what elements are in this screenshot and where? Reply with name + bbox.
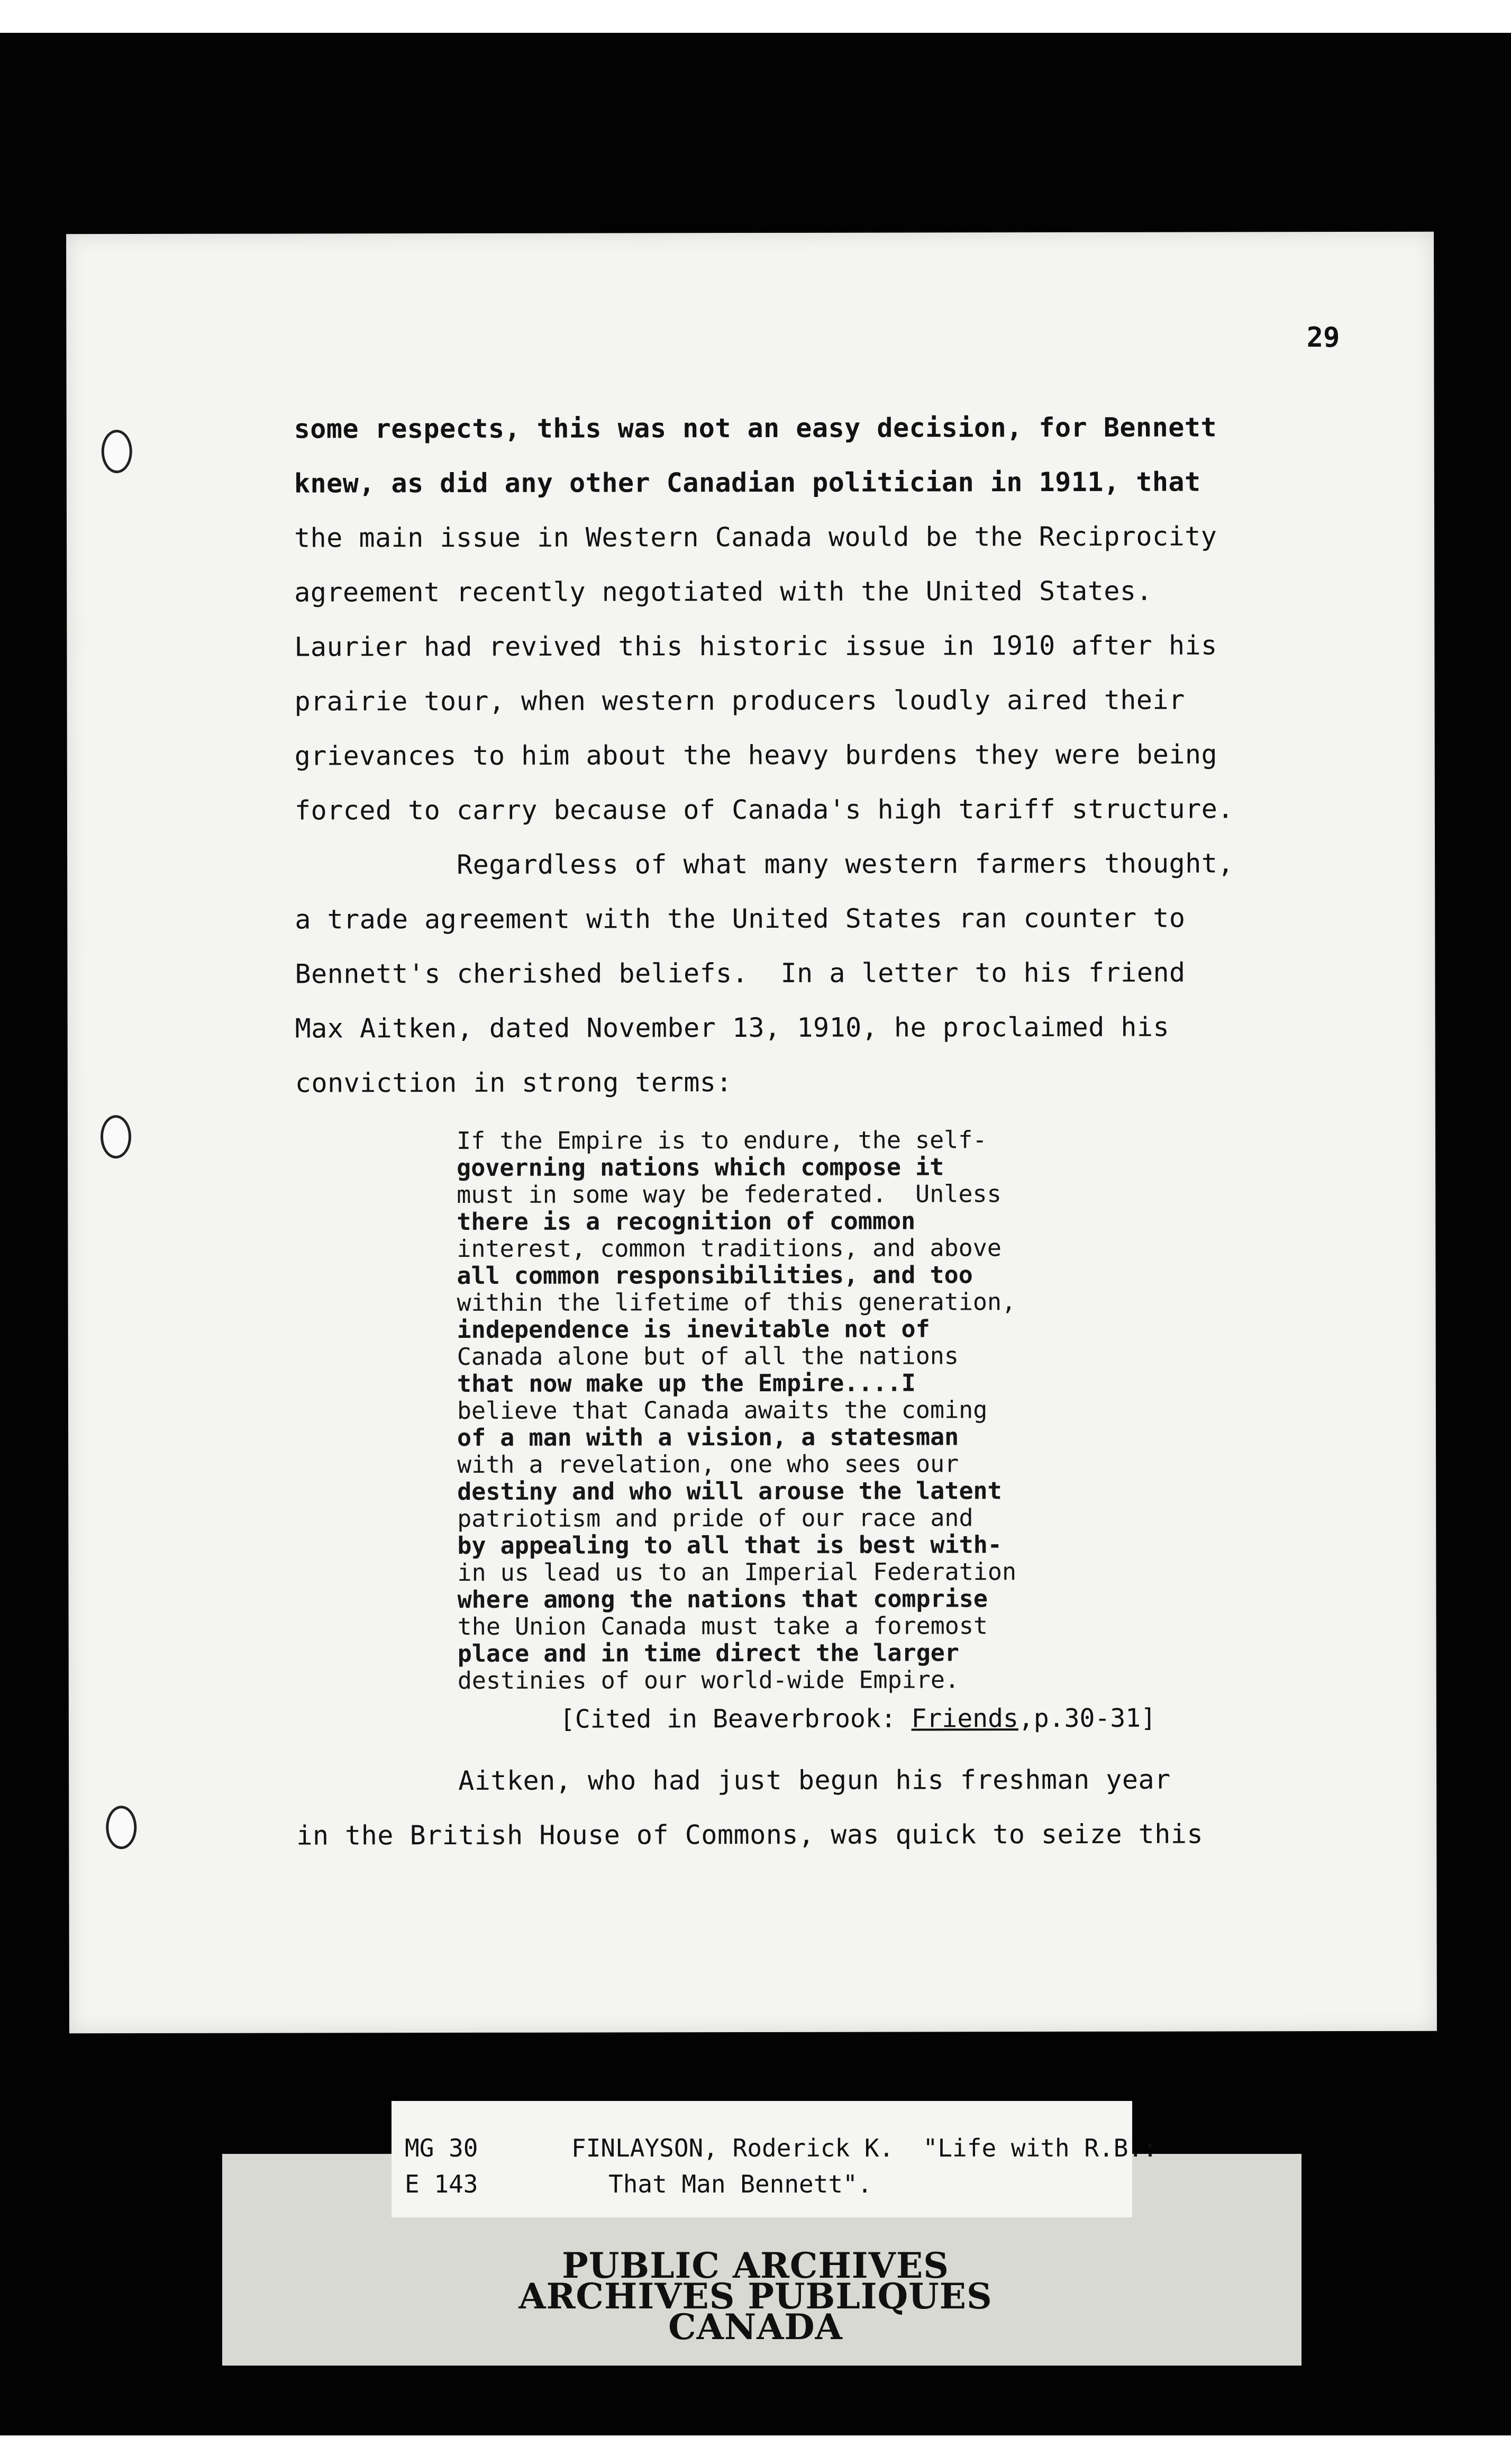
- paragraph-line: the main issue in Western Canada would be the Reciprocity: [294, 521, 1217, 554]
- archives-stamp-line: PUBLIC ARCHIVES: [562, 2245, 949, 2286]
- binder-hole-top: [102, 430, 132, 473]
- quote-line: interest, common traditions, and above: [457, 1234, 1002, 1263]
- author-title: That Man Bennett".: [608, 2170, 872, 2198]
- paragraph-line: prairie tour, when western producers loudly aired their: [294, 684, 1185, 717]
- paragraph-line: Bennett's cherished beliefs. In a letter to his friend: [295, 957, 1186, 990]
- quote-line: where among the nations that comprise: [457, 1584, 988, 1614]
- paragraph-line: Laurier had revived this historic issue in 1910 after his: [294, 630, 1217, 663]
- quote-line: the Union Canada must take a foremost: [457, 1611, 988, 1641]
- paragraph-line: in the British House of Commons, was quick to seize this: [296, 1818, 1204, 1851]
- quote-line: all common responsibilities, and too: [457, 1261, 973, 1290]
- archives-stamp-line: CANADA: [668, 2306, 843, 2348]
- paragraph-line: agreement recently negotiated with the United States.: [294, 575, 1153, 608]
- quote-line: If the Empire is to endure, the self-: [456, 1126, 987, 1155]
- paragraph-line: knew, as did any other Canadian politician in 1911, that: [294, 466, 1201, 499]
- archives-stamp-line: ARCHIVES PUBLIQUES: [518, 2276, 993, 2317]
- paragraph-line: conviction in strong terms:: [295, 1067, 733, 1099]
- binder-hole-middle: [101, 1115, 131, 1158]
- paragraph-line: forced to carry because of Canada's high tariff structure.: [294, 793, 1234, 826]
- quote-line: in us lead us to an Imperial Federation: [457, 1557, 1017, 1587]
- quote-line: independence is inevitable not of: [457, 1315, 930, 1344]
- quote-line: must in some way be federated. Unless: [457, 1180, 1002, 1209]
- paragraph-line: Max Aitken, dated November 13, 1910, he proclaimed his: [295, 1011, 1170, 1044]
- binder-hole-bottom: [106, 1806, 136, 1849]
- paragraph-line: grievances to him about the heavy burdens they were being: [294, 739, 1218, 772]
- quote-line: within the lifetime of this generation,: [457, 1288, 1016, 1317]
- paragraph-line: some respects, this was not an easy decision, for Bennett: [294, 412, 1217, 445]
- quote-line: Canada alone but of all the nations: [457, 1342, 959, 1371]
- quote-line: there is a recognition of common: [457, 1207, 916, 1236]
- citation-title: Friends: [911, 1704, 1018, 1734]
- paragraph-line: Aitken, who had just begun his freshman year: [296, 1764, 1171, 1797]
- citation: [560, 1704, 1156, 1734]
- quote-line: by appealing to all that is best with-: [457, 1530, 1002, 1560]
- quote-line: that now make up the Empire....I: [457, 1369, 916, 1398]
- page-number: 29: [1306, 322, 1340, 354]
- citation-suffix: ,p.30-31]: [1018, 1703, 1157, 1734]
- collection-code: MG 30: [405, 2134, 478, 2162]
- quote-line: destinies of our world-wide Empire.: [457, 1665, 960, 1695]
- paragraph-line: a trade agreement with the United States ran counter to: [295, 902, 1186, 935]
- quote-line: governing nations which compose it: [457, 1153, 944, 1182]
- author-title: FINLAYSON, Roderick K. "Life with R.B.:: [571, 2134, 1158, 2162]
- quote-line: with a revelation, one who sees our: [457, 1450, 959, 1479]
- paragraph-line: Regardless of what many western farmers thought,: [295, 848, 1234, 881]
- quote-line: patriotism and pride of our race and: [457, 1503, 973, 1533]
- collection-code: E 143: [405, 2170, 478, 2198]
- quote-line: destiny and who will arouse the latent: [457, 1476, 1002, 1506]
- quote-line: believe that Canada awaits the coming: [457, 1396, 988, 1425]
- typed-page: [66, 232, 1437, 2034]
- quote-line: place and in time direct the larger: [457, 1638, 959, 1668]
- quote-line: of a man with a vision, a statesman: [457, 1423, 959, 1452]
- citation-prefix: [Cited in Beaverbrook:: [559, 1704, 912, 1734]
